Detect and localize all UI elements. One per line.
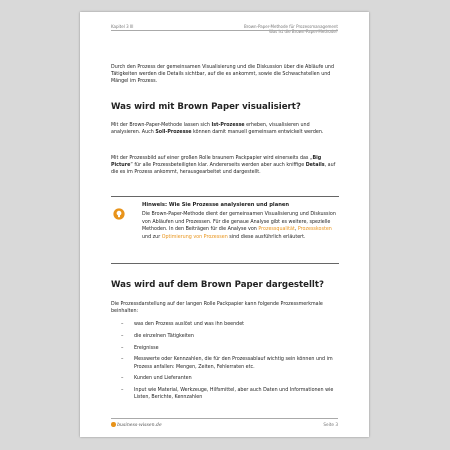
- list-item-text: Messwerte oder Kennzahlen, die für den Prozessablauf wichtig sein können und im Prozess anfallen: Mengen, Zeiten, Fehlerraten etc.: [134, 357, 333, 370]
- brand-dot-icon: [111, 422, 116, 427]
- hint-box-bottom-rule: [111, 263, 339, 264]
- section1-paragraph2: [111, 155, 339, 177]
- list-item-text: Input wie Material, Werkzeuge, Hilfsmittel, aber auch Daten und Informationen wie Listen, Berichte, Kennzahlen: [134, 388, 334, 401]
- text-run: , auf die es im Prozess ankommt, herausgearbeitet und dargestellt.: [111, 163, 336, 176]
- section2-intro: Die Prozessdarstellung auf der langen Rolle Packpapier kann folgende Prozessmerkmale beinhalten:: [111, 302, 323, 315]
- dash-bullet: –: [121, 376, 124, 382]
- dash-bullet: –: [121, 322, 124, 327]
- feature-list: [121, 321, 341, 406]
- hint-box: [111, 196, 339, 264]
- text-run: sind diese ausführlich erläutert.: [227, 234, 306, 240]
- hint-text: [142, 211, 337, 241]
- page-number: Seite 3: [323, 422, 338, 427]
- text-run: Mit der Prozessbild auf einer großen Rolle braunem Packpapier wird einerseits das „: [111, 156, 313, 161]
- footer-brand[interactable]: [111, 422, 162, 428]
- section1-paragraph1: [111, 122, 339, 136]
- text-run: “ für alle Prozessbeteiligten klar. Andererseits werden aber auch kniffige: [130, 163, 306, 169]
- list-item: [121, 356, 341, 370]
- text-run: Mit der Brown-Paper-Methode lassen sich: [111, 123, 212, 128]
- list-item-text: Ereignisse: [134, 345, 159, 351]
- bold-term-big-picture: Big Picture: [111, 156, 322, 169]
- dash-bullet: –: [121, 388, 124, 394]
- hint-title: Hinweis: Wie Sie Prozesse analysieren und planen: [142, 202, 290, 208]
- link-prozesskosten[interactable]: Prozesskosten: [297, 227, 332, 233]
- bold-term-ist-prozesse: Ist-Prozesse: [211, 123, 245, 128]
- hint-box-top-rule: [111, 196, 339, 197]
- header-title-line2: Was ist die Brown-Paper-Methode?: [268, 29, 338, 34]
- header-title-line1: Brown-Paper-Methode für Prozessmanagement: [244, 24, 338, 29]
- section2-heading: Was wird auf dem Brown Paper dargestellt?: [111, 280, 324, 290]
- text-run: können damit manuell gemeinsam entwickelt werden.: [191, 130, 324, 136]
- text-run: Die Brown-Paper-Methode dient der gemeinsamen Visualisierung und Diskussion von Abläufen und Prozessen. Für die genaue Analyse gibt es weitere, spezielle Methoden. In den Beiträgen für die Analyse von: [142, 212, 336, 233]
- header-title: [244, 24, 338, 34]
- intro-paragraph: Durch den Prozess der gemeinsamen Visualisierung und die Diskussion über die Abläufe und Tätigkeiten werden die Details sichtbar, auf die es ankommt, sowie die Schwachstellen und Mängel im Prozess.: [111, 65, 334, 85]
- dash-bullet: –: [121, 357, 124, 363]
- bold-term-soll-prozesse: Soll-Prozesse: [155, 130, 192, 136]
- dash-bullet: –: [121, 345, 124, 351]
- list-item: [121, 345, 341, 352]
- dash-bullet: –: [121, 333, 124, 339]
- list-item: [121, 375, 341, 382]
- link-optimierung-von-prozessen[interactable]: Optimierung von Prozessen: [161, 234, 228, 240]
- header-divider: [111, 30, 338, 31]
- list-item-text: Kunden und Lieferanten: [134, 376, 192, 382]
- text-run: erheben, visualisieren und analysieren. Auch: [111, 123, 310, 136]
- list-item: [121, 333, 341, 340]
- list-item: [121, 387, 341, 401]
- link-prozessqualitaet[interactable]: Prozessqualität: [258, 227, 295, 233]
- text-run: und zur: [142, 234, 162, 240]
- list-item-text: was den Prozess auslöst und was ihn beendet: [134, 322, 245, 327]
- bold-term-details: Details: [305, 163, 325, 169]
- footer-divider: [111, 418, 338, 419]
- lightbulb-icon: [113, 205, 125, 217]
- list-item-text: die einzelnen Tätigkeiten: [134, 333, 194, 339]
- header-chapter: Kapitel 3 III: [111, 24, 134, 29]
- document-page: [80, 12, 369, 437]
- footer-brand-text: business-wissen.de: [117, 423, 162, 428]
- text-run: ,: [294, 227, 298, 233]
- list-item: [121, 321, 341, 328]
- section1-heading: Was wird mit Brown Paper visualisiert?: [111, 102, 301, 112]
